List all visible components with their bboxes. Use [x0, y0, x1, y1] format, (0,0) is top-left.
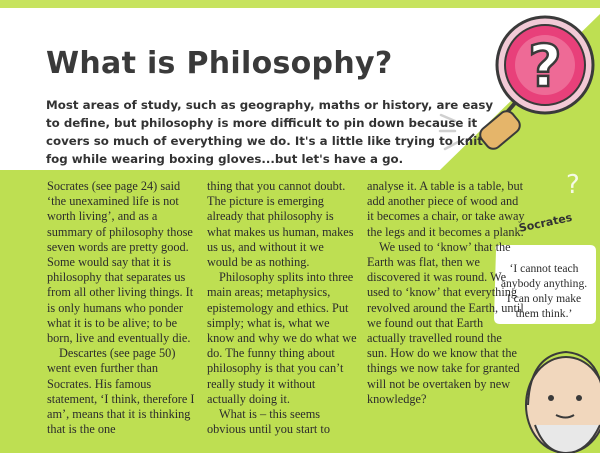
body-paragraph: analyse it. A table is a table, but add another piece of wood and it becomes a chair, or take away the legs and it becomes a plank.: [367, 179, 525, 239]
svg-text:?: ?: [528, 32, 562, 100]
page-title: What is Philosophy?: [46, 46, 393, 81]
body-paragraph: Descartes (see page 50) went even further than Socrates. His famous statement, ‘I think, therefore I am’, means that it is thinking that is the one: [47, 346, 195, 437]
top-strip: [0, 0, 600, 8]
intro-paragraph: Most areas of study, such as geography, maths or history, are easy to define, but philosophy is more difficult to pin down because it covers so much of everything we do. It's a little like trying to knit fog while wearing boxing gloves...but let's have a go.: [46, 98, 494, 166]
question-mark-decor-icon: ?: [468, 44, 478, 65]
body-paragraph: Philosophy splits into three main areas; metaphysics, epistemology and ethics. Put simply; what is, what we know and why we do what we do. The funny thing about philosophy is that you can’t really study it without actually doing it.: [207, 270, 357, 406]
text-column-1: [47, 179, 197, 437]
body-paragraph: Socrates (see page 24) said ‘the unexamined life is not worth living’, and as a summary of philosophy those seven words are pretty good. Some would say that it is philosophy that separates us from all other living things. It is only humans who ponder what it is to be alive; to be born, live and eventually die.: [47, 179, 194, 346]
socrates-label: Socrates: [517, 210, 574, 235]
question-mark-decor-icon: ?: [566, 170, 580, 200]
body-paragraph: thing that you cannot doubt. The picture is emerging already that philosophy is what makes us human, makes us us, and without it we would be as nothing.: [207, 179, 354, 270]
body-paragraph: We used to ‘know’ that the Earth was flat, then we discovered it was round. We used to ‘know’ that everything revolved around the Earth, until we found out that Earth actually travelled round the sun. How do we know that the things we now take for granted will not be overtaken by new knowledge?: [367, 239, 524, 406]
question-mark-decor-icon: ?: [487, 14, 502, 47]
socrates-quote: ‘I cannot teach anybody anything. I can only make them think.’: [500, 262, 588, 320]
text-column-2: [207, 179, 357, 437]
body-paragraph: What is – this seems obvious until you start to: [207, 407, 330, 437]
socrates-portrait-icon: [526, 352, 600, 453]
